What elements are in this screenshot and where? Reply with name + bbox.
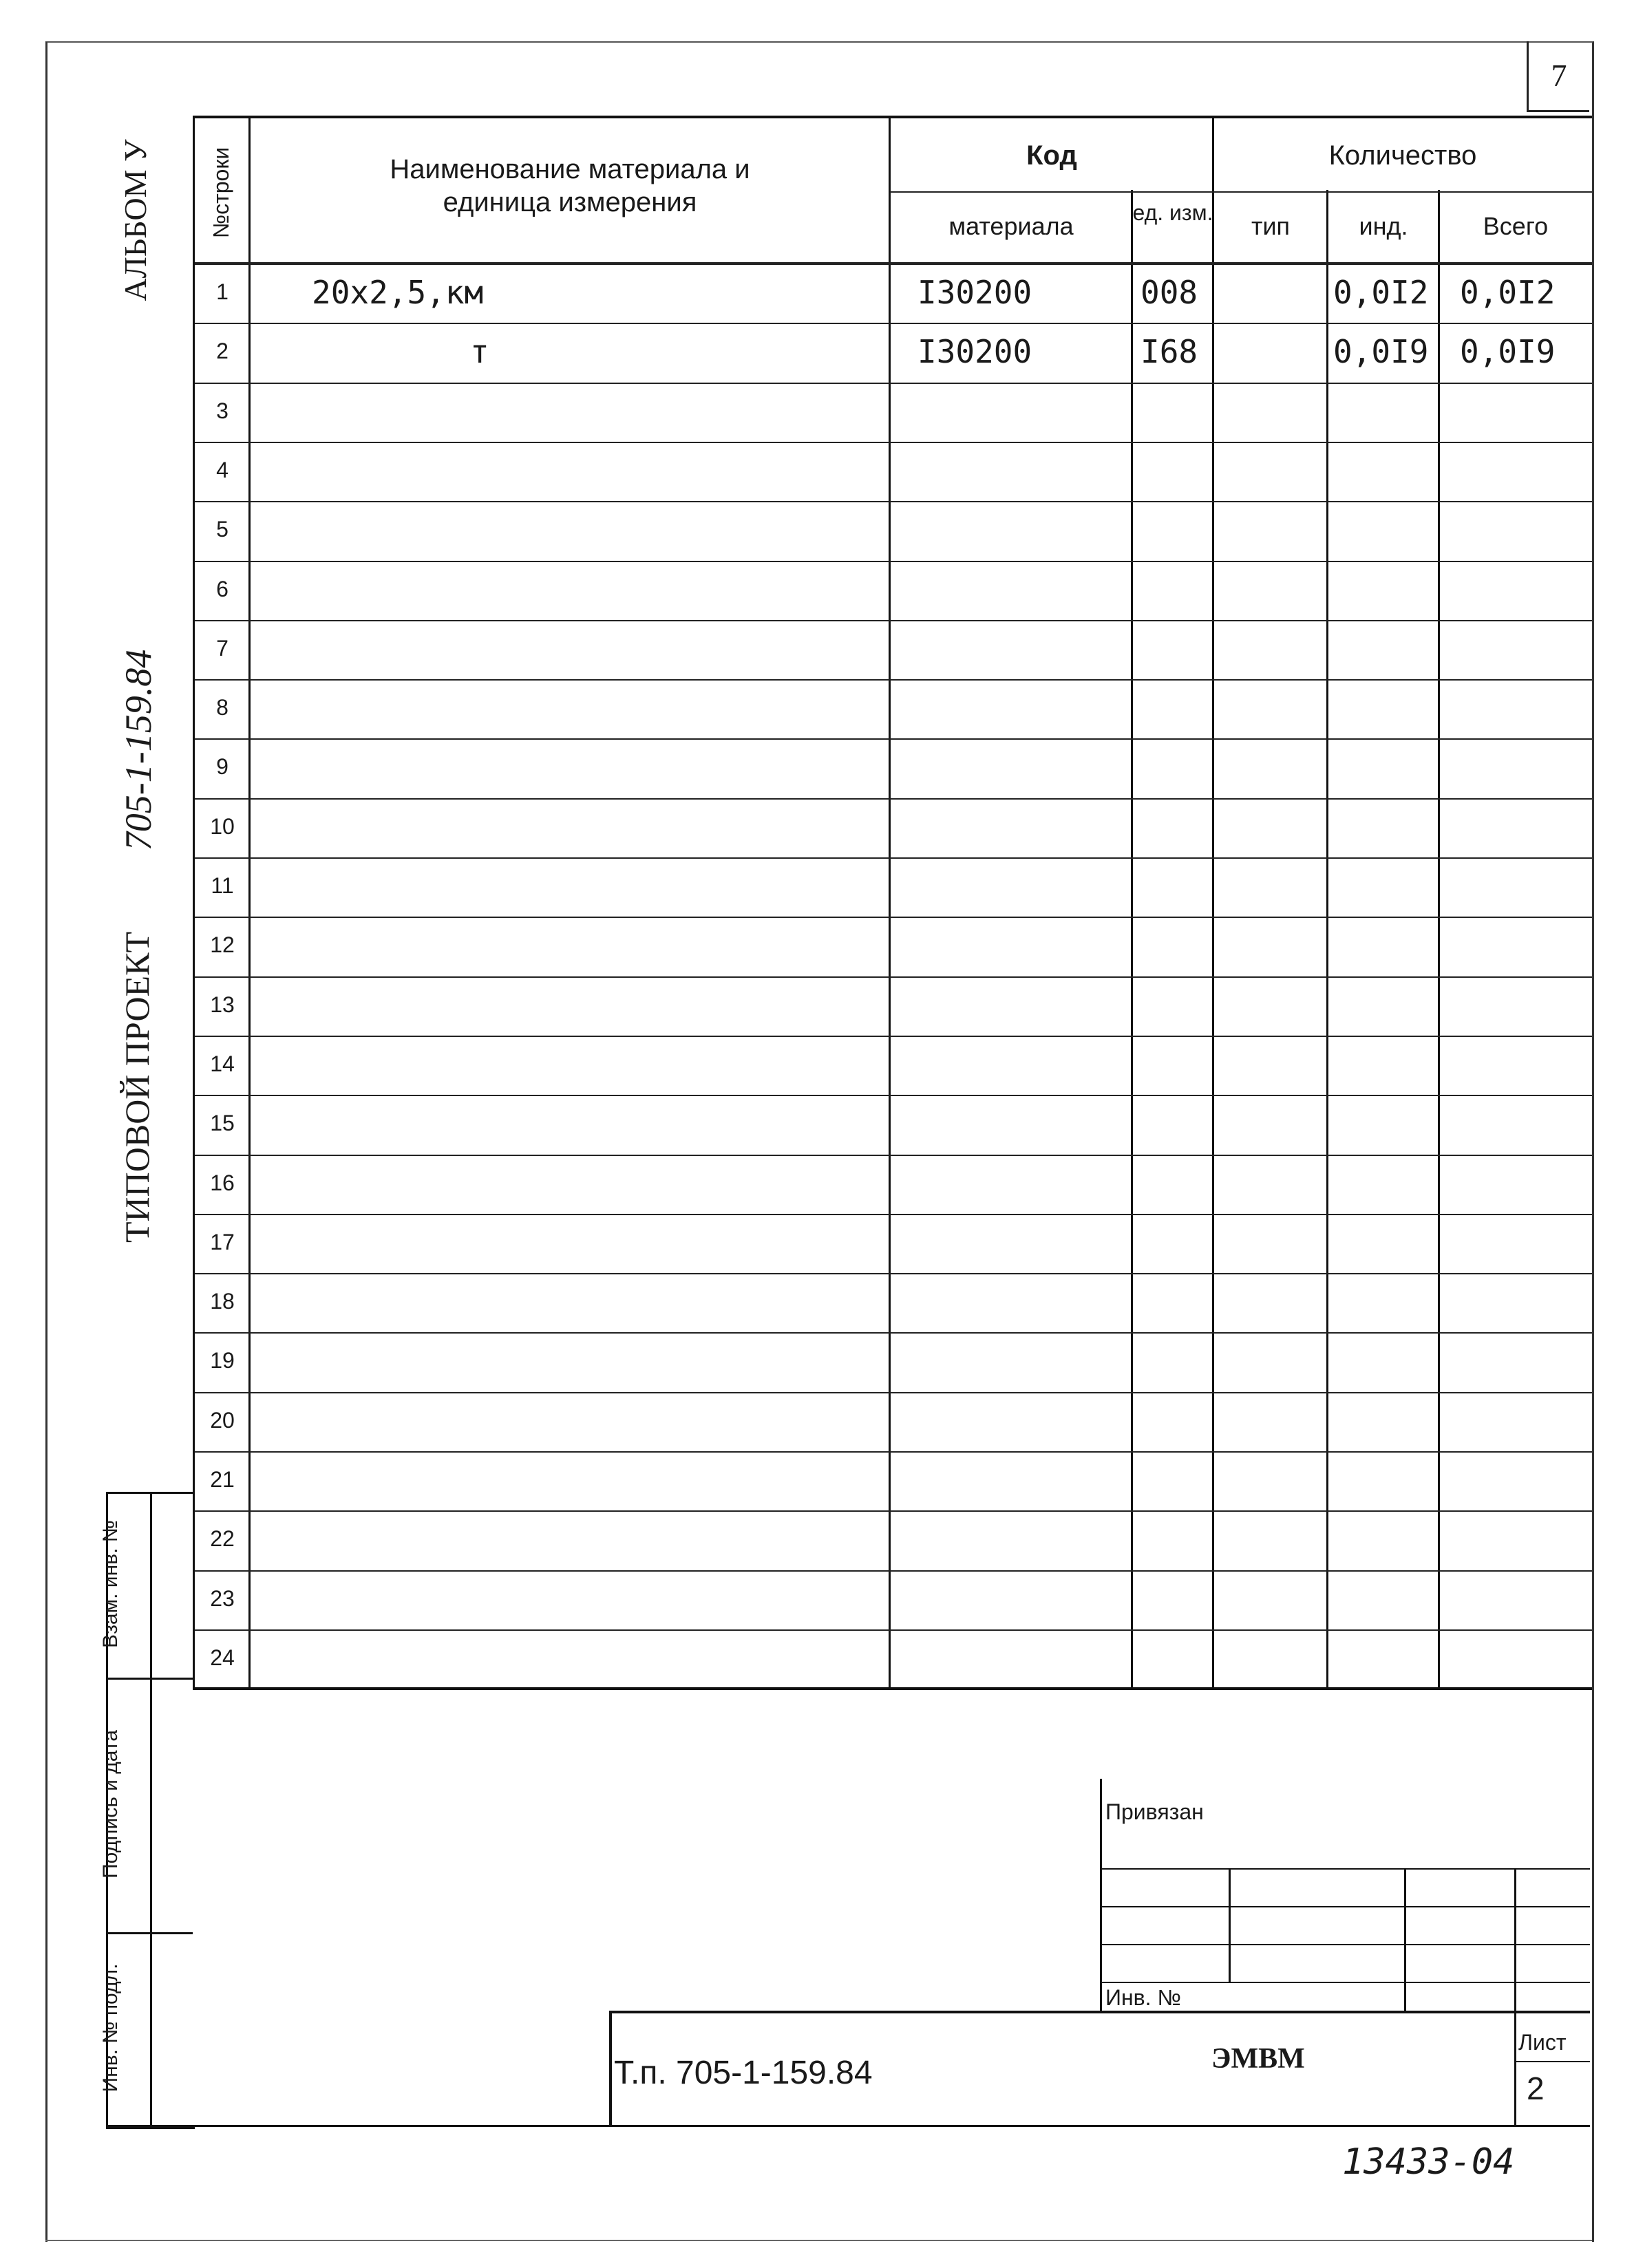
header-code-material: материала — [948, 212, 1074, 240]
cell-ind: 0,0I9 — [1333, 333, 1429, 371]
row-divider-18 — [195, 1273, 1592, 1274]
row-divider-9 — [195, 738, 1592, 740]
tb-vline-a — [1229, 1868, 1231, 1982]
orig-inv-label: Инв. № подл. — [99, 1963, 122, 2093]
sheet-value: 2 — [1527, 2071, 1545, 2106]
row-number: 2 — [216, 339, 229, 364]
row-divider-24 — [195, 1629, 1592, 1631]
row-number: 7 — [216, 635, 229, 661]
corner-sheet-number: 7 — [1527, 41, 1589, 112]
stamp-inner-vline — [150, 1492, 152, 2125]
cell-unit: 008 — [1140, 274, 1198, 311]
row-number: 10 — [210, 813, 235, 839]
row-number: 13 — [210, 992, 235, 1017]
tb-top-left-vline — [1100, 1779, 1102, 2013]
row-divider-22 — [195, 1510, 1592, 1512]
tb-hline-3 — [1100, 1944, 1590, 1945]
row-number: 3 — [216, 398, 229, 423]
row-number: 1 — [216, 279, 229, 304]
cell-ind: 0,0I2 — [1333, 274, 1429, 311]
tb-main-top — [609, 2011, 1590, 2013]
doc-code: Т.п. 705-1-159.84 — [614, 2055, 873, 2091]
row-divider-7 — [195, 620, 1592, 621]
bound-label: Привязан — [1105, 1799, 1204, 1824]
row-number: 17 — [210, 1229, 235, 1254]
row-divider-15 — [195, 1095, 1592, 1096]
tb-vline-b — [1404, 1868, 1406, 2013]
header-qty-type: тип — [1251, 212, 1291, 240]
row-divider-23 — [195, 1570, 1592, 1572]
row-number: 18 — [210, 1289, 235, 1314]
cell-total: 0,0I9 — [1460, 333, 1556, 371]
album-label: АЛЬБОМ У — [118, 139, 153, 301]
header-qty-ind: инд. — [1359, 212, 1408, 240]
header-qty-total: Всего — [1483, 212, 1549, 240]
cell-unit: I68 — [1140, 333, 1198, 371]
row-divider-6 — [195, 561, 1592, 562]
footer-handwritten-number: 13433-04 — [1342, 2141, 1515, 2183]
row-number: 23 — [210, 1585, 235, 1611]
tb-vline-c — [1514, 1868, 1516, 2126]
row-divider-5 — [195, 501, 1592, 502]
cell-name: т — [470, 333, 489, 371]
row-divider-16 — [195, 1155, 1592, 1156]
row-number: 21 — [210, 1467, 235, 1492]
row-number: 12 — [210, 932, 235, 958]
header-bottom — [195, 262, 1592, 265]
row-divider-2 — [195, 323, 1592, 324]
row-divider-11 — [195, 857, 1592, 859]
row-number: 5 — [216, 517, 229, 542]
signature-date-label: Подпись и дата — [99, 1730, 122, 1879]
row-number: 8 — [216, 695, 229, 720]
row-number: 19 — [210, 1348, 235, 1373]
stamp-divider-1 — [106, 1678, 193, 1680]
tb-hline-2 — [1100, 1906, 1590, 1907]
tb-hline-1 — [1100, 1868, 1590, 1870]
inv-no-label: Инв. № — [1105, 1985, 1181, 2010]
row-divider-13 — [195, 976, 1592, 978]
row-number: 9 — [216, 754, 229, 780]
replace-inv-label: Взам. инв. № — [99, 1520, 122, 1648]
row-number: 24 — [210, 1645, 235, 1670]
cell-total: 0,0I2 — [1460, 274, 1556, 311]
header-code-unit: ед. изм. — [1132, 200, 1213, 225]
header-row-no: №строки — [209, 147, 233, 239]
row-number: 15 — [210, 1111, 235, 1136]
header-qty-group: Количество — [1328, 140, 1477, 171]
page-frame-bottom — [45, 2240, 1592, 2241]
row-divider-14 — [195, 1036, 1592, 1037]
row-number: 14 — [210, 1051, 235, 1076]
row-divider-10 — [195, 798, 1592, 800]
tb-hline-4 — [1100, 1982, 1590, 1983]
row-divider-3 — [195, 383, 1592, 384]
row-number: 16 — [210, 1170, 235, 1195]
row-number: 22 — [210, 1526, 235, 1552]
header-name: Наименование материала и единица измерения — [390, 154, 750, 217]
row-divider-8 — [195, 679, 1592, 681]
cell-name: 20х2,5,км — [312, 274, 484, 311]
row-number: 6 — [216, 576, 229, 601]
row-divider-21 — [195, 1451, 1592, 1453]
project-type-label: ТИПОВОЙ ПРОЕКТ — [118, 932, 156, 1243]
row-number: 4 — [216, 457, 229, 482]
row-divider-17 — [195, 1214, 1592, 1215]
row-number: 11 — [211, 873, 234, 898]
project-number-handwritten: 705-1-159.84 — [118, 649, 159, 851]
row-divider-12 — [195, 917, 1592, 918]
materials-table — [193, 116, 1592, 1690]
header-code-group: Код — [1026, 140, 1077, 171]
tb-sheet-hline — [1514, 2061, 1590, 2062]
row-divider-4 — [195, 442, 1592, 443]
header-subline-code — [890, 191, 1592, 193]
section-code: ЭМВМ — [1211, 2043, 1305, 2075]
row-divider-20 — [195, 1392, 1592, 1393]
row-divider-19 — [195, 1332, 1592, 1334]
row-number: 20 — [210, 1407, 235, 1433]
tb-bottom — [106, 2125, 1590, 2127]
cell-material: I30200 — [917, 274, 1032, 311]
cell-material: I30200 — [917, 333, 1032, 371]
sheet-label: Лист — [1518, 2030, 1567, 2055]
tb-main-left — [609, 2011, 612, 2126]
